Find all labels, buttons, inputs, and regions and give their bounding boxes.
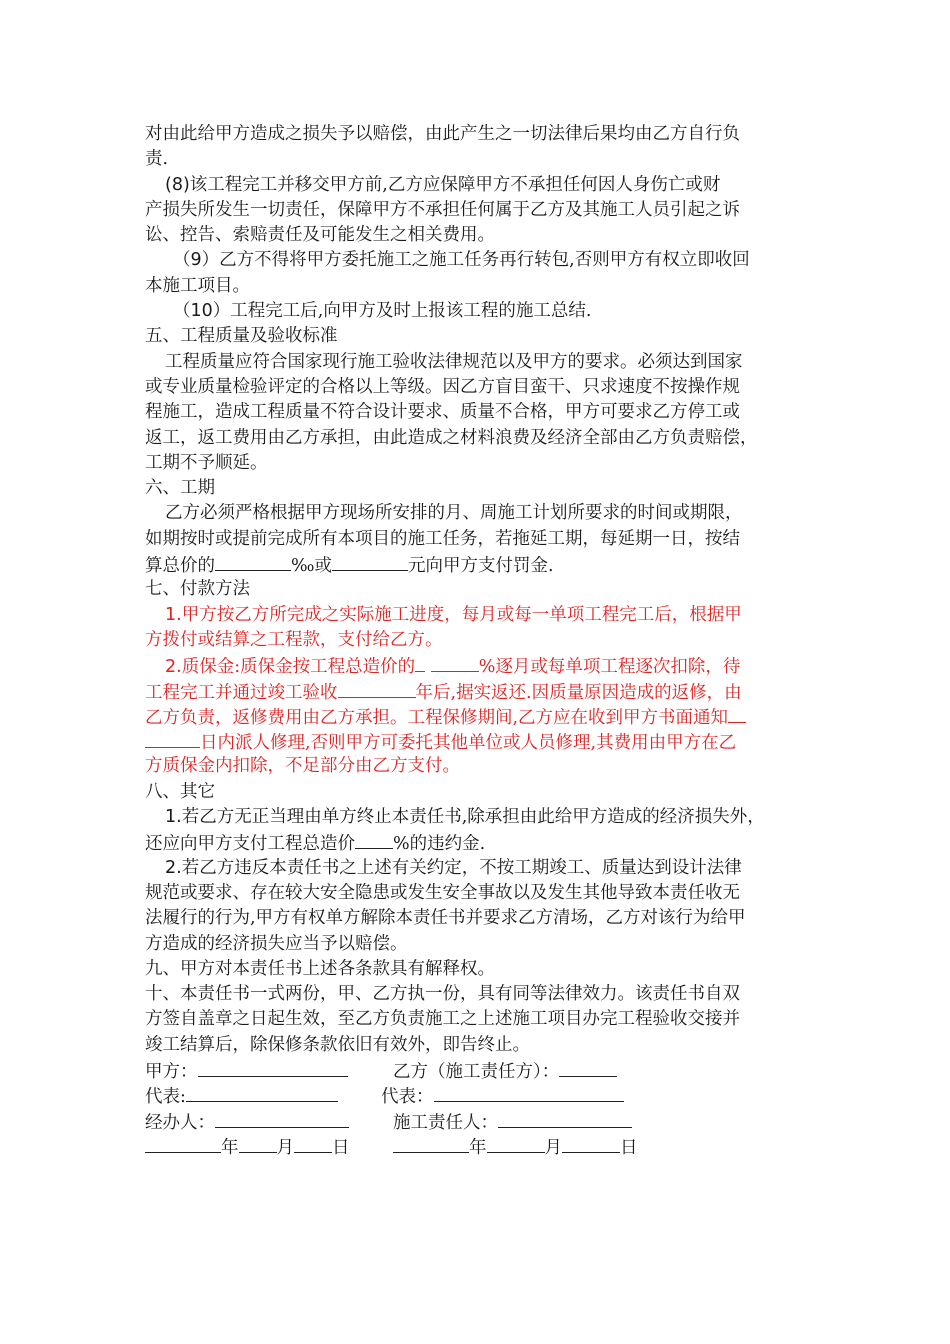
text-line: 方造成的经济损失应当予以赔偿。 [145, 933, 408, 954]
text-line: 乙方必须严格根据甲方现场所安排的月、周施工计划所要求的时间或期限， [165, 503, 743, 524]
section-heading-10: 十、本责任书一式两份，甲、乙方执一份，具有同等法律效力。该责任书自双 [145, 984, 740, 1005]
text-line: 对由此给甲方造成之损失予以赔偿，由此产生之一切法律后果均由乙方自行负 [145, 124, 740, 144]
signature-row-parties [145, 1058, 815, 1083]
text-line: 规范或要求、存在较大安全隐患或发生安全事故以及发生其他导致本责任收无 [145, 882, 740, 903]
party-a-field[interactable] [198, 1058, 348, 1077]
clause-9: （9）乙方不得将甲方委托施工之施工任务再行转包,否则甲方有权立即收回 [173, 250, 750, 271]
fill-blank[interactable] [338, 679, 416, 698]
section-heading-9: 九、甲方对本责任书上述各条款具有解释权。 [145, 958, 495, 979]
text-line: 2.质保金:质保金按工程总造价的 %逐月或每单项工程逐次扣除，待 [145, 653, 815, 678]
signature-row-handlers [145, 1109, 815, 1134]
clause-8: (8)该工程完工并移交甲方前,乙方应保障甲方不承担任何因人身伤亡或财 [165, 174, 721, 195]
fill-blank[interactable] [431, 653, 479, 672]
text-line: 1.甲方按乙方所完成之实际施工进度，每月或每一单项工程完工后，根据甲 [165, 604, 742, 625]
manager-label: 施工责任人： [393, 1112, 498, 1133]
text-line: 如期按时或提前完成所有本项目的施工任务，若拖延工期，每延期一日，按结 [145, 528, 740, 549]
text-line: 产损失所发生一切责任，保障甲方不承担任何属于乙方及其施工人员引起之诉 [145, 199, 740, 220]
text-line: 算总价的 ‰或 元向甲方支付罚金. [145, 552, 815, 577]
text-line: 程施工，造成工程质量不符合设计要求、质量不合格，甲方可要求乙方停工或 [145, 402, 740, 423]
fill-blank[interactable] [332, 552, 408, 571]
fill-blank[interactable] [145, 729, 200, 748]
day-b-field[interactable] [562, 1134, 620, 1153]
text-line: 或专业质量检验评定的合格以上等级。因乙方盲目蛮干、只求速度不按操作规 [145, 376, 740, 397]
party-b-label: 乙方（施工责任方）： [393, 1061, 560, 1082]
fill-blank[interactable] [728, 704, 746, 723]
text-line: 方拨付或结算之工程款，支付给乙方。 [145, 629, 443, 650]
text-line: 1.若乙方无正当理由单方终止本责任书,除承担由此给甲方造成的经济损失外， [165, 807, 765, 828]
fill-blank[interactable] [415, 653, 425, 672]
text-line: 方质保金内扣除，不足部分由乙方支付。 [145, 756, 460, 777]
text-line: 乙方负责，返修费用由乙方承担。工程保修期间,乙方应在收到甲方书面通知 [145, 704, 815, 729]
handler-label: 经办人： [145, 1112, 215, 1133]
manager-field[interactable] [498, 1109, 632, 1128]
day-a-field[interactable] [294, 1134, 332, 1153]
party-a-label: 甲方： [145, 1061, 198, 1082]
rep-b-field[interactable] [434, 1083, 624, 1102]
text-line: 日内派人修理,否则甲方可委托其他单位或人员修理,其费用由甲方在乙 [145, 729, 815, 754]
text-line: 责. [145, 149, 169, 170]
fill-blank[interactable] [215, 552, 291, 571]
text-line: 本施工项目。 [145, 275, 250, 296]
party-b-field[interactable] [559, 1058, 617, 1077]
contract-page [145, 122, 815, 1159]
year-b-field[interactable] [393, 1134, 469, 1153]
signature-row-representatives [145, 1083, 815, 1108]
section-heading-7: 七、付款方法 [145, 579, 250, 600]
text-line: 工程完工并通过竣工验收 年后,据实返还.因质量原因造成的返修，由 [145, 679, 815, 704]
rep-a-label: 代表: [145, 1087, 186, 1108]
text-line: 竣工结算后，除保修条款依旧有效外，即告终止。 [145, 1034, 530, 1055]
text-line: 2.若乙方违反本责任书之上述有关约定，不按工期竣工、质量达到设计法律 [165, 857, 742, 878]
text-line: 工期不予顺延。 [145, 452, 268, 473]
handler-field[interactable] [215, 1109, 349, 1128]
section-heading-5: 五、工程质量及验收标准 [145, 326, 338, 347]
text-line: 返工，返工费用由乙方承担，由此造成之材料浪费及经济全部由乙方负责赔偿， [145, 427, 758, 448]
signature-row-dates: 年 月 日 年 月 日 [145, 1134, 815, 1159]
text-line: 还应向甲方支付工程总造价 %的违约金. [145, 830, 815, 855]
month-b-field[interactable] [487, 1134, 545, 1153]
section-heading-6: 六、工期 [145, 478, 215, 499]
month-a-field[interactable] [239, 1134, 277, 1153]
rep-a-field[interactable] [186, 1083, 338, 1102]
text-line: 方签自盖章之日起生效，至乙方负责施工之上述施工项目办完工程验收交接并 [145, 1009, 740, 1030]
year-a-field[interactable] [145, 1134, 221, 1153]
rep-b-label: 代表： [381, 1087, 434, 1108]
text-line: 工程质量应符合国家现行施工验收法律规范以及甲方的要求。必须达到国家 [165, 351, 743, 372]
text-line: 讼、控告、索赔责任及可能发生之相关费用。 [145, 225, 495, 246]
fill-blank[interactable] [355, 830, 393, 849]
clause-10: （10）工程完工后,向甲方及时上报该工程的施工总结. [173, 301, 592, 322]
text-line: 法履行的行为,甲方有权单方解除本责任书并要求乙方清场，乙方对该行为给甲 [145, 908, 746, 929]
section-heading-8: 八、其它 [145, 781, 215, 802]
